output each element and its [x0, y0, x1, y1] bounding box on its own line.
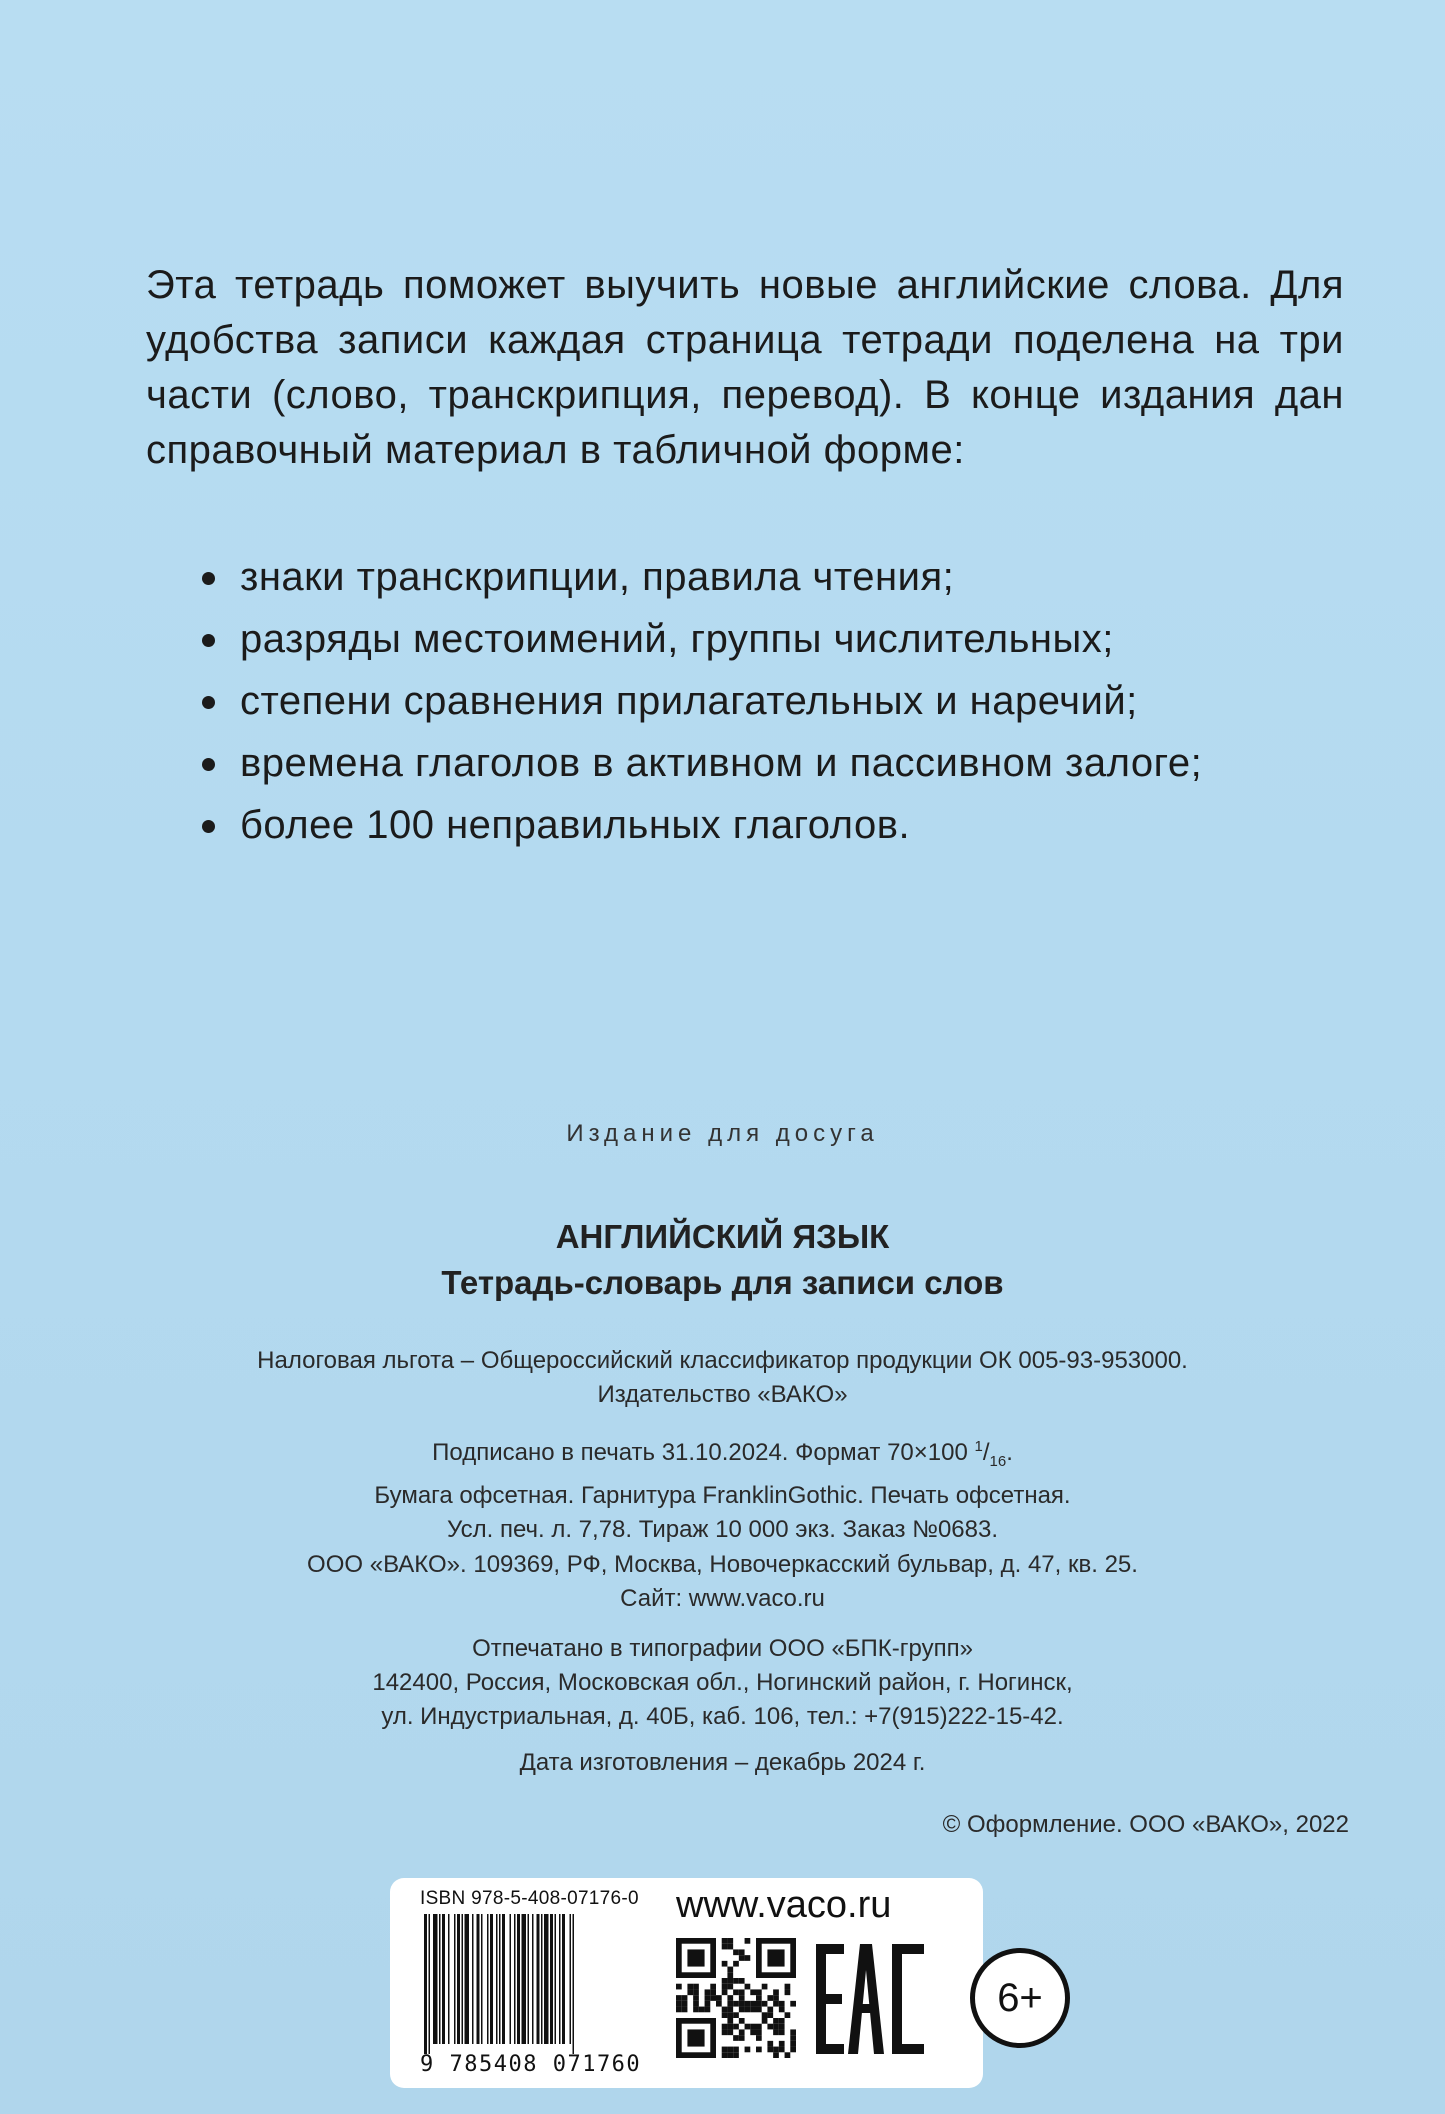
book-title: АНГЛИЙСКИЙ ЯЗЫК	[555, 1218, 890, 1255]
edition-type: Издание для досуга	[566, 1120, 879, 1147]
signed-line: Подписано в печать 31.10.2024. Формат 70×100 $^1/_{16}$.	[432, 1438, 1013, 1470]
isbn-label: ISBN 978-5-408-07176-0	[420, 1888, 639, 1909]
printer-address-2: ул. Индустриальная, д. 40Б, каб. 106, тел.: +7(915)222-15-42.	[381, 1703, 1064, 1730]
tax-line: Налоговая льгота – Общероссийский классификатор продукции ОК 005-93-953000.	[257, 1347, 1188, 1374]
bullet-list	[200, 546, 1300, 856]
bullet-icon	[202, 572, 215, 585]
list-item: степени сравнения прилагательных и наречий;	[200, 670, 1300, 732]
copyright: © Оформление. ООО «ВАКО», 2022	[942, 1811, 1349, 1838]
bullet-icon	[202, 696, 215, 709]
list-item: знаки транскрипции, правила чтения;	[200, 546, 1300, 608]
print-info	[0, 1430, 1445, 1547]
printer-address-1: 142400, Россия, Московская обл., Ногинский район, г. Ногинск,	[372, 1669, 1073, 1696]
barcode-digits: 9 785408 071760	[420, 2052, 642, 2077]
run-line: Усл. печ. л. 7,78. Тираж 10 000 экз. Заказ №0683.	[446, 1515, 999, 1543]
list-item: более 100 неправильных глаголов.	[200, 794, 1300, 856]
barcode-icon	[420, 1914, 656, 2054]
list-item: разряды местоимений, группы числительных;	[200, 608, 1300, 670]
book-title-block	[0, 1214, 1445, 1306]
bullet-icon	[202, 758, 215, 771]
address-line: ООО «ВАКО». 109369, РФ, Москва, Новочеркасский бульвар, д. 47, кв. 25.	[307, 1551, 1138, 1578]
age-rating-badge: 6+	[970, 1948, 1070, 2048]
qr-code-icon	[676, 1938, 796, 2058]
bullet-icon	[202, 820, 215, 833]
printer-info	[0, 1632, 1445, 1734]
barcode-sticker	[390, 1878, 1043, 2088]
publisher-line: Издательство «ВАКО»	[597, 1381, 848, 1408]
manufacture-date: Дата изготовления – декабрь 2024 г.	[519, 1749, 926, 1776]
intro-paragraph: Эта тетрадь поможет выучить новые английские слова. Для удобства записи каждая страница тетради поделена на три части (слово, транскрипция, перевод). В конце издания дан справочный материал в табличной форме:	[146, 263, 1344, 472]
publisher-address	[0, 1548, 1445, 1616]
sticker-site: www.vaco.ru	[676, 1884, 892, 1926]
eac-mark-icon	[810, 1940, 930, 2058]
paper-line: Бумага офсетная. Гарнитура FranklinGothic. Печать офсетная.	[374, 1481, 1071, 1509]
website-line: Сайт: www.vaco.ru	[620, 1585, 825, 1612]
printer-name: Отпечатано в типографии ООО «БПК-групп»	[472, 1635, 973, 1662]
tax-info	[0, 1344, 1445, 1412]
bullet-icon	[202, 634, 215, 647]
age-rating	[970, 1948, 1070, 2048]
list-item: времена глаголов в активном и пассивном залоге;	[200, 732, 1300, 794]
book-subtitle: Тетрадь-словарь для записи слов	[441, 1264, 1004, 1301]
